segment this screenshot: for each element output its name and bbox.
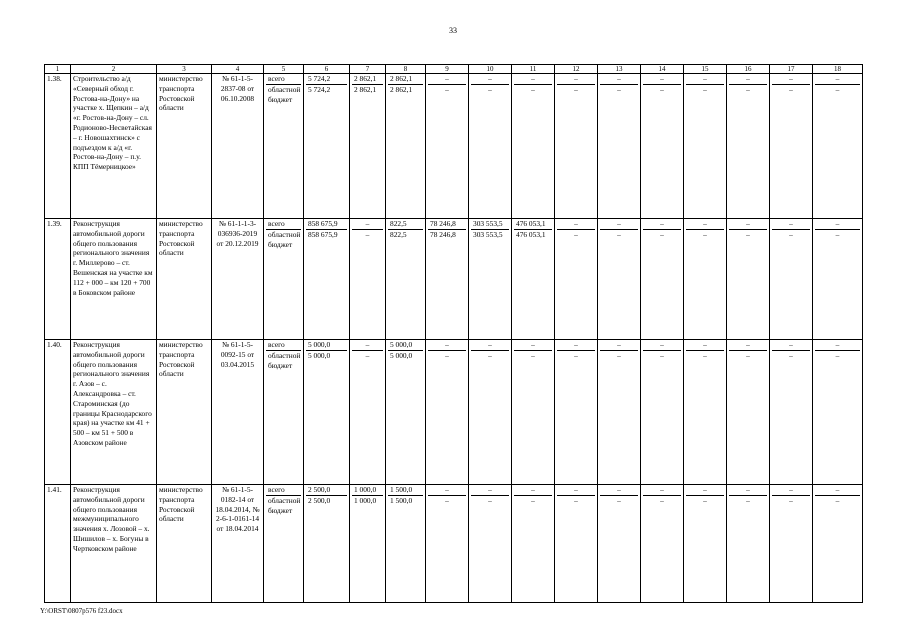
amount-budget: – — [660, 495, 664, 505]
object-name: Строительство а/д «Северный обход г. Ростова-на-Дону» на участке х. Щепкин – а/д «г. Ростов-на-Дону – сл. Родионово-Несветайская – г. Новошахтинск» с подъездом к а/д «г. Ростов-на-Дону – п.у. КПП Тёмерницкое» — [71, 74, 157, 219]
row-number: 1.39. — [45, 219, 71, 340]
executor: министерство транспорта Ростовской области — [157, 74, 212, 219]
amount-budget: – — [660, 84, 664, 94]
amount-cell — [512, 340, 555, 485]
column-number-header: 16 — [727, 65, 770, 74]
amount-total: 2 500,0 — [306, 485, 347, 496]
column-number-header: 6 — [304, 65, 350, 74]
source-total-label: всего — [266, 485, 301, 496]
executor: министерство транспорта Ростовской области — [157, 340, 212, 485]
amount-total: – — [514, 74, 552, 85]
amount-total: – — [471, 74, 509, 85]
amount-budget: – — [617, 350, 621, 360]
amount-cell — [512, 485, 555, 603]
amount-cell — [426, 485, 469, 603]
amount-cell — [598, 219, 641, 340]
amount-total: – — [352, 219, 383, 230]
column-number-header: 14 — [641, 65, 684, 74]
amount-cell — [304, 219, 350, 340]
amount-budget: – — [488, 350, 492, 360]
object-name: Реконструкция автомобильной дороги общего пользования регионального значения г. Миллерово – ст. Вешенская на участке км 112 + 000 – км 120 + 700 в Боковском районе — [71, 219, 157, 340]
amount-total: – — [428, 340, 466, 351]
amount-cell — [641, 74, 684, 219]
row-number: 1.41. — [45, 485, 71, 603]
amount-budget: – — [746, 495, 750, 505]
amount-budget: – — [574, 84, 578, 94]
amount-budget: – — [365, 229, 370, 239]
amount-budget: – — [703, 495, 707, 505]
amount-total: – — [815, 219, 860, 230]
object-name: Реконструкция автомобильной дороги общего пользования регионального значения г. Азов – с. Александровка – ст. Староминская (до границы Краснодарского края) на участке км 41 + 500 – км 51 + 500 в Азовском районе — [71, 340, 157, 485]
amount-budget: – — [574, 350, 578, 360]
amount-total: – — [557, 74, 595, 85]
amount-cell — [386, 74, 426, 219]
amount-cell — [770, 340, 813, 485]
amount-budget: 1 500,0 — [390, 495, 413, 505]
funding-source — [264, 485, 304, 603]
amount-total: – — [557, 340, 595, 351]
amount-cell — [350, 74, 386, 219]
amount-cell — [770, 219, 813, 340]
amount-total: 303 553,5 — [471, 219, 509, 230]
amount-budget: – — [488, 495, 492, 505]
amount-total: – — [643, 219, 681, 230]
page-number: 33 — [449, 26, 457, 35]
amount-budget: – — [531, 495, 535, 505]
amount-budget: – — [574, 229, 578, 239]
document-number: № 61-1-5-2837-08 от 06.10.2008 — [212, 74, 264, 219]
amount-cell — [555, 340, 598, 485]
amount-cell — [641, 340, 684, 485]
source-total-label: всего — [266, 340, 301, 351]
amount-cell — [304, 340, 350, 485]
amount-budget: – — [660, 229, 664, 239]
amount-total: – — [686, 340, 724, 351]
amount-total: – — [686, 485, 724, 496]
amount-budget: – — [703, 229, 707, 239]
amount-cell — [684, 485, 727, 603]
document-number: № 61-1-5-0092-15 от 03.04.2015 — [212, 340, 264, 485]
amount-cell — [813, 219, 863, 340]
amount-total: – — [471, 485, 509, 496]
amount-budget: – — [835, 495, 840, 505]
amount-cell — [727, 74, 770, 219]
amount-total: – — [600, 74, 638, 85]
funding-source — [264, 74, 304, 219]
amount-budget: 2 862,1 — [354, 84, 377, 94]
table-row — [45, 485, 863, 603]
amount-budget: – — [660, 350, 664, 360]
amount-budget: – — [789, 350, 793, 360]
amount-budget: – — [574, 495, 578, 505]
amount-budget: 2 500,0 — [308, 495, 331, 505]
amount-total: 5 724,2 — [306, 74, 347, 85]
amount-budget: 476 053,1 — [516, 229, 546, 239]
amount-total: – — [686, 74, 724, 85]
column-number-header: 18 — [813, 65, 863, 74]
amount-budget: – — [617, 84, 621, 94]
amount-total: 858 675,9 — [306, 219, 347, 230]
amount-total: – — [686, 219, 724, 230]
amount-budget: – — [488, 84, 492, 94]
amount-total: 476 053,1 — [514, 219, 552, 230]
amount-total: 1 500,0 — [388, 485, 423, 496]
column-number-header: 2 — [71, 65, 157, 74]
table-row — [45, 74, 863, 219]
amount-cell — [813, 340, 863, 485]
amount-budget: 5 000,0 — [308, 350, 331, 360]
column-number-header: 8 — [386, 65, 426, 74]
amount-total: – — [815, 340, 860, 351]
amount-total: – — [815, 485, 860, 496]
source-budget-label: областной бюджет — [268, 350, 301, 370]
amount-total: 822,5 — [388, 219, 423, 230]
amount-budget: – — [746, 350, 750, 360]
column-number-header: 10 — [469, 65, 512, 74]
source-total-label: всего — [266, 219, 301, 230]
amount-cell — [512, 219, 555, 340]
file-path-footer: Y:\ORST\0807p576 f23.docx — [40, 607, 123, 615]
amount-total: – — [600, 340, 638, 351]
amount-total: – — [772, 340, 810, 351]
amount-budget: – — [789, 84, 793, 94]
funding-source — [264, 219, 304, 340]
amount-total: – — [428, 74, 466, 85]
column-number-header: 9 — [426, 65, 469, 74]
column-number-header: 4 — [212, 65, 264, 74]
amount-total: – — [815, 74, 860, 85]
column-number-header: 15 — [684, 65, 727, 74]
source-budget-label: областной бюджет — [268, 229, 301, 249]
amount-cell — [641, 485, 684, 603]
amount-budget: – — [445, 495, 449, 505]
column-number-header: 7 — [350, 65, 386, 74]
amount-total: – — [352, 340, 383, 351]
amount-cell — [727, 219, 770, 340]
row-number: 1.40. — [45, 340, 71, 485]
amount-total: – — [643, 74, 681, 85]
amount-budget: – — [789, 495, 793, 505]
amount-cell — [684, 74, 727, 219]
column-number-header: 5 — [264, 65, 304, 74]
amount-budget: – — [835, 84, 840, 94]
amount-total: – — [557, 219, 595, 230]
amount-budget: – — [746, 229, 750, 239]
funding-source — [264, 340, 304, 485]
amount-cell — [469, 485, 512, 603]
column-number-header: 12 — [555, 65, 598, 74]
source-budget-label: областной бюджет — [268, 84, 301, 104]
amount-budget: 822,5 — [390, 229, 407, 239]
amount-budget: – — [531, 350, 535, 360]
amount-budget: 303 553,5 — [473, 229, 503, 239]
amount-total: – — [514, 485, 552, 496]
amount-cell — [813, 485, 863, 603]
object-name: Реконструкция автомобильной дороги общего пользования межмуниципального значения х. Лозовой – х. Шишилов – х. Богуны в Чертковском районе — [71, 485, 157, 603]
amount-cell — [304, 485, 350, 603]
investment-table — [44, 64, 863, 603]
amount-budget: – — [365, 350, 370, 360]
amount-budget: 1 000,0 — [354, 495, 377, 505]
amount-cell — [770, 485, 813, 603]
amount-budget: 5 000,0 — [390, 350, 413, 360]
amount-cell — [684, 340, 727, 485]
amount-total: – — [643, 340, 681, 351]
amount-total: – — [772, 219, 810, 230]
amount-budget: – — [445, 84, 449, 94]
column-number-header: 3 — [157, 65, 212, 74]
amount-budget: – — [746, 84, 750, 94]
amount-total: 5 000,0 — [306, 340, 347, 351]
amount-cell — [386, 219, 426, 340]
source-total-label: всего — [266, 74, 301, 85]
amount-budget: – — [789, 229, 793, 239]
amount-cell — [469, 74, 512, 219]
amount-total: – — [772, 74, 810, 85]
amount-cell — [727, 340, 770, 485]
amount-cell — [598, 485, 641, 603]
amount-budget: – — [703, 84, 707, 94]
amount-total: – — [471, 340, 509, 351]
column-number-row — [45, 65, 863, 74]
amount-budget: – — [617, 229, 621, 239]
amount-cell — [641, 219, 684, 340]
amount-cell — [386, 485, 426, 603]
amount-total: – — [729, 485, 767, 496]
amount-total: 78 246,8 — [428, 219, 466, 230]
amount-cell — [350, 340, 386, 485]
amount-total: – — [514, 340, 552, 351]
amount-total: – — [772, 485, 810, 496]
column-number-header: 11 — [512, 65, 555, 74]
amount-budget: – — [703, 350, 707, 360]
amount-cell — [426, 74, 469, 219]
amount-total: – — [600, 219, 638, 230]
column-number-header: 1 — [45, 65, 71, 74]
amount-cell — [304, 74, 350, 219]
amount-budget: 5 724,2 — [308, 84, 331, 94]
amount-cell — [684, 219, 727, 340]
table-row — [45, 340, 863, 485]
column-number-header: 17 — [770, 65, 813, 74]
table-row — [45, 219, 863, 340]
amount-cell — [555, 219, 598, 340]
amount-total: – — [643, 485, 681, 496]
amount-cell — [512, 74, 555, 219]
executor: министерство транспорта Ростовской области — [157, 485, 212, 603]
executor: министерство транспорта Ростовской области — [157, 219, 212, 340]
amount-total: 2 862,1 — [388, 74, 423, 85]
amount-cell — [469, 219, 512, 340]
amount-total: 2 862,1 — [352, 74, 383, 85]
document-number: № 61-1-1-3-036936-2019 от 20.12.2019 — [212, 219, 264, 340]
amount-budget: 858 675,9 — [308, 229, 338, 239]
column-number-header: 13 — [598, 65, 641, 74]
amount-cell — [350, 485, 386, 603]
amount-total: – — [729, 219, 767, 230]
amount-total: 1 000,0 — [352, 485, 383, 496]
amount-budget: – — [531, 84, 535, 94]
document-number: № 61-1-5-0182-14 от 18.04.2014, № 2-6-1-0161-14 от 18.04.2014 — [212, 485, 264, 603]
amount-cell — [350, 219, 386, 340]
amount-budget: – — [617, 495, 621, 505]
amount-cell — [386, 340, 426, 485]
amount-budget: 2 862,1 — [390, 84, 413, 94]
amount-cell — [426, 340, 469, 485]
amount-total: – — [729, 74, 767, 85]
amount-budget: – — [835, 350, 840, 360]
amount-cell — [469, 340, 512, 485]
amount-budget: – — [445, 350, 449, 360]
amount-cell — [727, 485, 770, 603]
row-number: 1.38. — [45, 74, 71, 219]
amount-cell — [598, 74, 641, 219]
amount-cell — [426, 219, 469, 340]
amount-budget: – — [835, 229, 840, 239]
amount-cell — [555, 74, 598, 219]
amount-total: – — [729, 340, 767, 351]
amount-cell — [598, 340, 641, 485]
amount-total: – — [557, 485, 595, 496]
source-budget-label: областной бюджет — [268, 495, 301, 515]
amount-cell — [813, 74, 863, 219]
amount-total: 5 000,0 — [388, 340, 423, 351]
amount-cell — [770, 74, 813, 219]
amount-total: – — [428, 485, 466, 496]
amount-cell — [555, 485, 598, 603]
amount-total: – — [600, 485, 638, 496]
amount-budget: 78 246,8 — [430, 229, 456, 239]
